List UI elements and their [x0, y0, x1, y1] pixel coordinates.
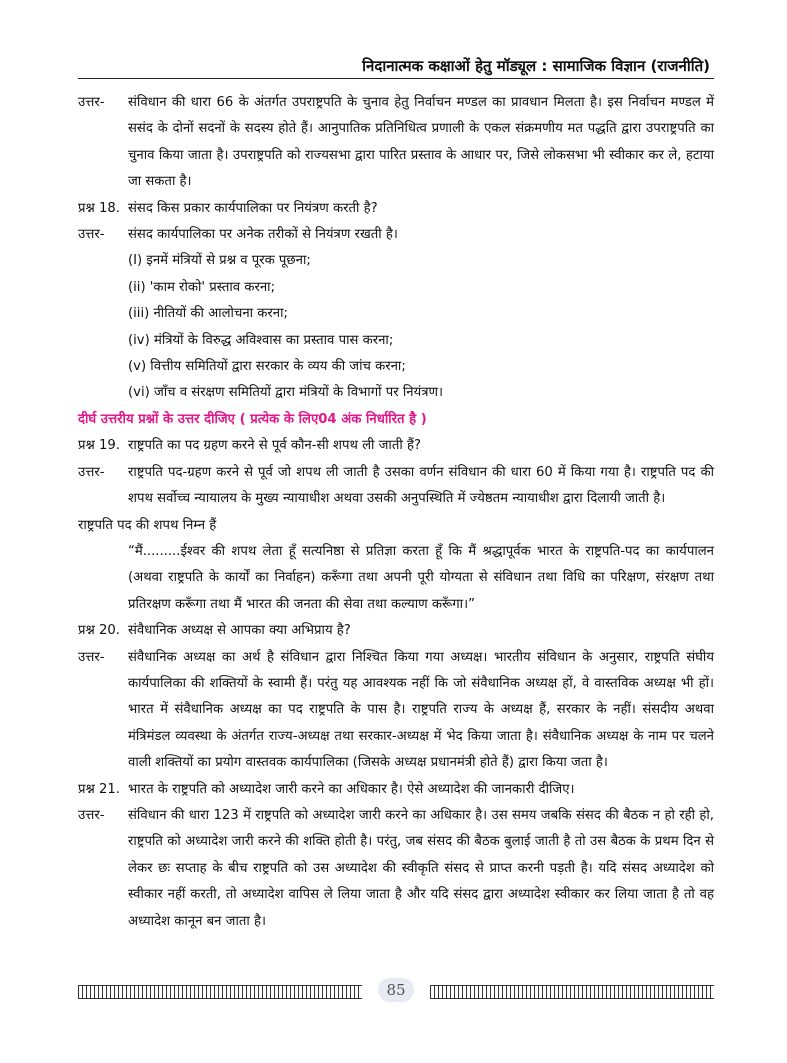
answer-19	[78, 460, 714, 513]
answer-17	[78, 90, 714, 196]
answer-20	[78, 645, 714, 777]
page-content	[78, 90, 714, 935]
answer-label: उत्तर-	[78, 227, 105, 243]
section-heading: दीर्घ उत्तरीय प्रश्नों के उत्तर दीजिए ( प्रत्येक के लिए04 अंक निर्धारित है )	[78, 411, 427, 427]
question-21	[78, 777, 714, 803]
header-title: निदानात्मक कक्षाओं हेतु मॉड्यूल : सामाजिक विज्ञान (राजनीति)	[362, 57, 710, 75]
header-rule	[78, 78, 714, 79]
question-number: प्रश्न 18.	[78, 200, 120, 216]
question-text: संवैधानिक अध्यक्ष से आपका क्या अभिप्राय है?	[128, 623, 351, 639]
page-footer	[78, 982, 714, 1002]
decorative-border-left	[78, 985, 362, 999]
answer-21	[78, 803, 714, 935]
answer-text: संविधान की धारा 123 में राष्ट्रपति को अध्यादेश जारी करने का अधिकार है। उस समय जबकि संसद की बैठक न हो रही हो, राष्ट्रपति को अध्यादेश जारी करने की शक्ति होती है। परंतु, जब संसद की बैठक बुलाई जाती है तो उस बैठक के प्रथम दिन से लेकर छः सप्ताह के बीच राष्ट्रपति को उस अध्यादेश की स्वीकृति संसद से प्राप्त करनी पड़ती है। यदि संसद अध्यादेश को स्वीकार नहीं करती, तो अध्यादेश वापिस ले लिया जाता है और यदि संसद द्वारा अध्यादेश स्वीकार कर लिया जाता है तो वह अध्यादेश कानून बन जाता है।	[128, 807, 714, 929]
question-18	[78, 196, 714, 222]
question-20	[78, 618, 714, 644]
question-number: प्रश्न 19.	[78, 438, 120, 454]
answer-text: संविधान की धारा 66 के अंतर्गत उपराष्ट्रपति के चुनाव हेतु निर्वाचन मण्डल का प्रावधान मिलता है। इस निर्वाचन मण्डल में ससंद के दोनों सदनों के सदस्य होते हैं। आनुपातिक प्रतिनिधित्व प्रणाली के एकल संक्रमणीय मत पद्धति द्वारा उपराष्ट्रपति का चुनाव किया जाता है। उपराष्ट्रपति को राज्यसभा द्वारा पारित प्रस्ताव के आधार पर, जिसे लोकसभा भी स्वीकार कर ले, हटाया जा सकता है।	[128, 95, 714, 190]
question-text: राष्ट्रपति का पद ग्रहण करने से पूर्व कौन-सी शपथ ली जाती हैं?	[128, 438, 421, 454]
list-item: (iv) मंत्रियों के विरुद्ध अविश्वास का प्रस्ताव पास करना;	[128, 332, 394, 348]
oath-intro: राष्ट्रपति पद की शपथ निम्न हैं	[78, 517, 217, 533]
answer-label: उत्तर-	[78, 464, 105, 480]
decorative-border-right	[430, 985, 714, 999]
list-item: (I) इनमें मंत्रियों से प्रश्न व पूरक पूछना;	[128, 253, 311, 269]
answer-text: संसद कार्यपालिका पर अनेक तरीकों से नियंत्रण रखती है।	[128, 227, 398, 243]
list-item: (iii) नीतियों की आलोचना करना;	[128, 306, 288, 322]
answer-label: उत्तर-	[78, 95, 105, 110]
list-item: (vi) जाँच व संरक्षण समितियों द्वारा मंत्रियों के विभागों पर नियंत्रण।	[128, 385, 444, 401]
question-text: भारत के राष्ट्रपति को अध्यादेश जारी करने का अधिकार है। ऐसे अध्यादेश की जानकारी दीजिए।	[128, 781, 575, 797]
answer-label: उत्तर-	[78, 649, 105, 665]
question-19	[78, 433, 714, 459]
answer-18	[78, 222, 714, 248]
answer-18-list	[128, 248, 714, 406]
answer-text: राष्ट्रपति पद-ग्रहण करने से पूर्व जो शपथ ली जाती है उसका वर्णन संविधान की धारा 60 में किया गया है। राष्ट्रपति पद की शपथ सर्वोच्च न्यायालय के मुख्य न्यायाधीश अथवा उसकी अनुपस्थिति में ज्येष्ठतम न्यायाधीश द्वारा दिलायी जाती है।	[128, 464, 714, 507]
question-number: प्रश्न 20.	[78, 623, 120, 639]
list-item: (ii) 'काम रोको' प्रस्ताव करना;	[128, 279, 276, 295]
list-item: (v) वित्तीय समितियों द्वारा सरकार के व्यय की जांच करना;	[128, 359, 406, 375]
page-header	[78, 56, 714, 76]
oath-text: “मैं.........ईश्वर की शपथ लेता हूँ सत्यनिष्ठा से प्रतिज्ञा करता हूँ कि मैं श्रद्धापूर्वक भारत के राष्ट्रपति-पद का कार्यपालन (अथवा राष्ट्रपति के कार्यों का निर्वाहन) करूँगा तथा अपनी पूरी योग्यता से संविधान तथा विधि का परिक्षण, संरक्षण तथा प्रतिरक्षण करूँगा तथा मैं भारत की जनता की सेवा तथा कल्याण करूँगा।”	[128, 543, 714, 612]
answer-label: उत्तर-	[78, 807, 105, 823]
question-text: संसद किस प्रकार कार्यपालिका पर नियंत्रण करती है?	[128, 200, 378, 216]
question-number: प्रश्न 21.	[78, 781, 120, 797]
answer-text: संवैधानिक अध्यक्ष का अर्थ है संविधान द्वारा निश्चित किया गया अध्यक्ष। भारतीय संविधान के अनुसार, राष्ट्रपति संघीय कार्यपालिका की शक्तियों के स्वामी हैं। परंतु यह आवश्यक नहीं कि जो संवैधानिक अध्यक्ष हों, वे वास्तविक अध्यक्ष भी हों। भारत में संवैधानिक अध्यक्ष का पद राष्ट्रपति के पास है। राष्ट्रपति राज्य के अध्यक्ष हैं, सरकार के नहीं। संसदीय अथवा मंत्रिमंडल व्यवस्था के अंतर्गत राज्य-अध्यक्ष तथा सरकार-अध्यक्ष में भेद किया जाता है। संवैधानिक अध्यक्ष के नाम पर चलने वाली शक्तियों का प्रयोग वास्तवक कार्यपालिका (जिसके अध्यक्ष प्रधानमंत्री होते हैं) द्वारा किया जता है।	[128, 649, 714, 771]
page-number: 85	[378, 978, 414, 1002]
